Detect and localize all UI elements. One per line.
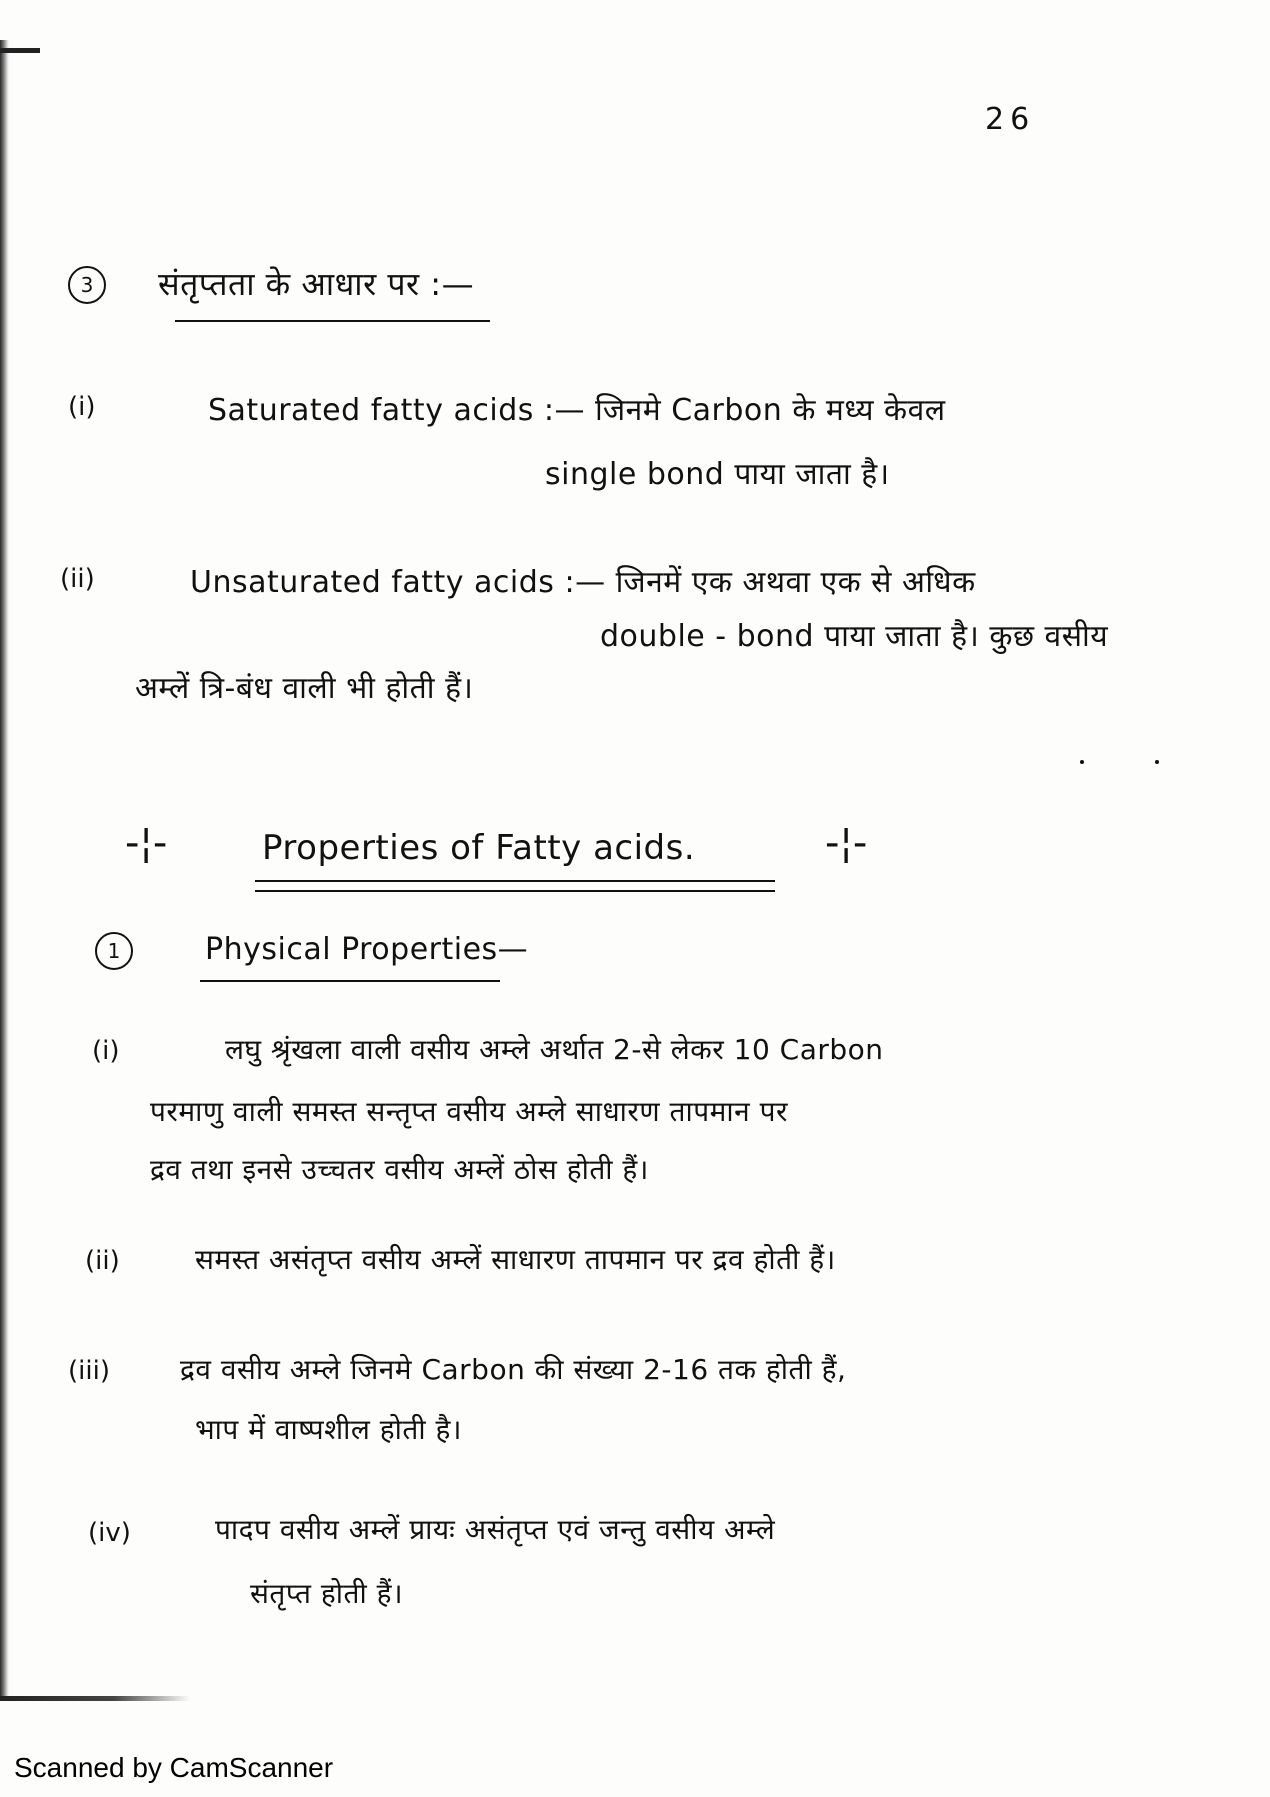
item-marker: (i) [68, 392, 96, 422]
property-1-line-1: लघु श्रृंखला वाली वसीय अम्ले अर्थात 2-से लेकर 10 Carbon [225, 1033, 884, 1066]
physical-properties-heading: Physical Properties— [205, 932, 529, 967]
property-4-line-2: संतृप्त होती हैं। [250, 1577, 404, 1610]
subsection-number-circle: 1 [95, 932, 133, 970]
unsaturated-line-3: अम्लें त्रि-बंध वाली भी होती हैं। [135, 671, 474, 706]
saturated-line-1: Saturated fatty acids :— जिनमे Carbon के मध्य केवल [208, 393, 946, 428]
property-1-line-3: द्रव तथा इनसे उच्चतर वसीय अम्लें ठोस होती हैं। [150, 1153, 649, 1186]
star-doodle-left-icon: -¦- [125, 820, 168, 866]
item-marker: (iv) [88, 1518, 131, 1548]
item-marker: (ii) [60, 564, 95, 594]
saturated-line-2: single bond पाया जाता है। [545, 457, 890, 492]
property-3-line-2: भाप में वाष्पशील होती है। [195, 1413, 463, 1446]
page-left-edge-shadow [0, 40, 10, 1700]
properties-heading-underline [255, 880, 775, 882]
scanner-watermark: Scanned by CamScanner [14, 1752, 334, 1783]
unsaturated-line-2: double - bond पाया जाता है। कुछ वसीय [600, 619, 1109, 654]
properties-heading: Properties of Fatty acids. [262, 828, 696, 868]
physical-properties-underline [200, 980, 500, 982]
section-heading-underline [175, 320, 490, 322]
property-4-line-1: पादप वसीय अम्लें प्रायः असंतृप्त एवं जन्तु वसीय अम्ले [215, 1513, 776, 1546]
unsaturated-line-1: Unsaturated fatty acids :— जिनमें एक अथवा एक से अधिक [190, 565, 976, 600]
section-heading: संतृप्तता के आधार पर :— [158, 265, 475, 303]
properties-heading-underline [255, 890, 775, 892]
property-1-line-2: परमाणु वाली समस्त सन्तृप्त वसीय अम्ले साधारण तापमान पर [150, 1095, 788, 1128]
ink-dot [1080, 760, 1084, 764]
page-number: 26 [985, 102, 1036, 137]
star-doodle-right-icon: -¦- [825, 820, 868, 866]
item-marker: (ii) [85, 1246, 120, 1276]
page-top-edge-mark [0, 48, 40, 53]
item-marker: (iii) [68, 1356, 110, 1386]
section-number-circle: 3 [68, 266, 106, 304]
ink-dot [1155, 760, 1159, 764]
property-2-line-1: समस्त असंतृप्त वसीय अम्लें साधारण तापमान पर द्रव होती हैं। [195, 1243, 836, 1276]
page-bottom-edge-mark [0, 1696, 190, 1701]
property-3-line-1: द्रव वसीय अम्ले जिनमे Carbon की संख्या 2-16 तक होती हैं, [180, 1353, 847, 1386]
item-marker: (i) [92, 1036, 120, 1066]
